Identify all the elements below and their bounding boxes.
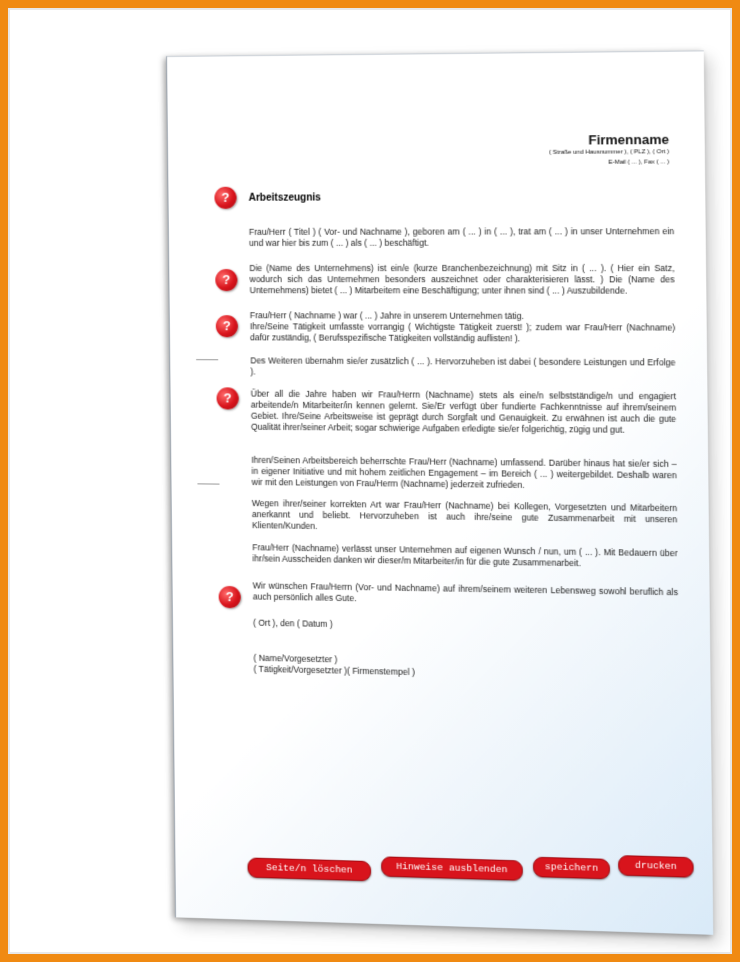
signature-title-line: ( Tätigkeit/Vorgesetzter )( Firmenstempel ) — [253, 663, 415, 678]
delete-pages-button[interactable]: Seite/n löschen — [247, 857, 371, 881]
paragraph-intro: Frau/Herr ( Titel ) ( Vor- und Nachname ), geboren am ( ... ) in ( ... ), trat am ( ... ) in unser Unternehmen ein und war hier bis zum ( ... ) als ( ... ) beschäftigt. — [248, 226, 675, 248]
help-hint-icon[interactable]: ? — [215, 269, 237, 291]
paragraph-expertise: Ihren/Seinen Arbeitsbereich beherrschte Frau/Herr (Nachname) umfassend. Darüber hinaus hat sie/er sich – in eigener Initiative und mit hohem zeitlichen Engagement – im Bereich ( ... ) weitergebildet. Deshalb waren wir mit den Leistungen von Frau/Herrn (Nachname) jederzeit zufrieden. — [251, 454, 677, 490]
document-title: Arbeitszeugnis — [248, 192, 322, 204]
letterhead — [549, 132, 670, 168]
help-hint-icon[interactable]: ? — [216, 387, 238, 409]
help-hint-icon[interactable]: ? — [214, 187, 236, 209]
firm-address: ( Straße und Hausnummer ), ( PLZ ), ( Ort ) — [548, 149, 670, 156]
firm-name: Firmenname — [588, 131, 670, 148]
paragraph-wishes: Wir wünschen Frau/Herrn (Vor- und Nachname) auf ihrem/seinem weiteren Lebensweg sowohl beruflich als auch persönlich alles Gute. — [252, 580, 679, 604]
signature-name-line: ( Name/Vorgesetzter ) — [253, 652, 338, 665]
paragraph-duration: Frau/Herr ( Nachname ) war ( ... ) Jahre in unserem Unternehmen tätig. — [249, 310, 524, 321]
place-date-line: ( Ort ), den ( Datum ) — [253, 617, 333, 630]
firm-contact: E-Mail ( ... ), Fax ( ... ) — [608, 159, 670, 166]
save-button[interactable]: speichern — [533, 857, 610, 880]
paragraph-departure: Frau/Herr (Nachname) verlässt unser Unternehmen auf eigenen Wunsch / nun, um ( ... ). Mit Bedauern über ihr/sein Ausscheiden danken wir dieser/m Mitarbeiter/in für die gute Zusammenarbeit. — [252, 542, 678, 569]
document-page — [166, 50, 713, 934]
hide-hints-button[interactable]: Hinweise ausblenden — [381, 856, 523, 880]
paragraph-additional: Des Weiteren übernahm sie/er zusätzlich ( ... ). Hervorzuheben ist dabei ( besondere Leistungen und Erfolge ). — [250, 355, 676, 377]
help-hint-icon[interactable]: ? — [216, 315, 238, 337]
paragraph-conduct: Wegen ihrer/seiner korrekten Art war Frau/Herr (Nachname) bei Kollegen, Vorgesetzten und Mitarbeitern anerkannt und beliebt. Hervorzuheben ist auch ihre/seine gute Zusammenarbeit mit unseren Klienten/Kunden. — [251, 498, 678, 532]
margin-mark — [196, 359, 218, 360]
help-hint-icon[interactable]: ? — [219, 586, 241, 608]
paragraph-duties: Ihre/Seine Tätigkeit umfasste vorrangig ( Wichtigste Tätigkeit zuerst! ); zudem war Frau/Herr (Nachname) dafür zuständig, ( Berufsspezifische Tätigkeiten vollständig auflisten! ). — [249, 321, 676, 344]
margin-mark — [197, 483, 219, 484]
paragraph-assessment: Über all die Jahre haben wir Frau/Herrn (Nachname) stets als eine/n selbstständige/n und engagiert arbeitende/n Mitarbeiter/in kennen gelernt. Sie/Er verfügt über fundierte Fachkenntnisse auf ihrem/seinem Gebiet. Ihre/Seine Arbeitsweise ist geprägt durch Sorgfalt und Genauigkeit. Zu erwähnen ist auch die gute Qualität ihrer/seiner Arbeit; sogar schwierige Aufgaben erledigte sie/er folgerichtig, zügig und gut. — [250, 388, 677, 435]
paragraph-company: Die (Name des Unternehmens) ist ein/e (kurze Branchenbezeichnung) mit Sitz in ( ... ). ( Hier ein Satz, wodurch sich das Unternehmen besonders auszeichnet oder charakterisieren lässt. ) Die (Name des Unternehmens) bietet ( ... ) Mitarbeitern eine Beschäftigung; unter ihnen sind ( ... ) Auszubildende. — [249, 262, 675, 296]
print-button[interactable]: drucken — [618, 855, 694, 878]
